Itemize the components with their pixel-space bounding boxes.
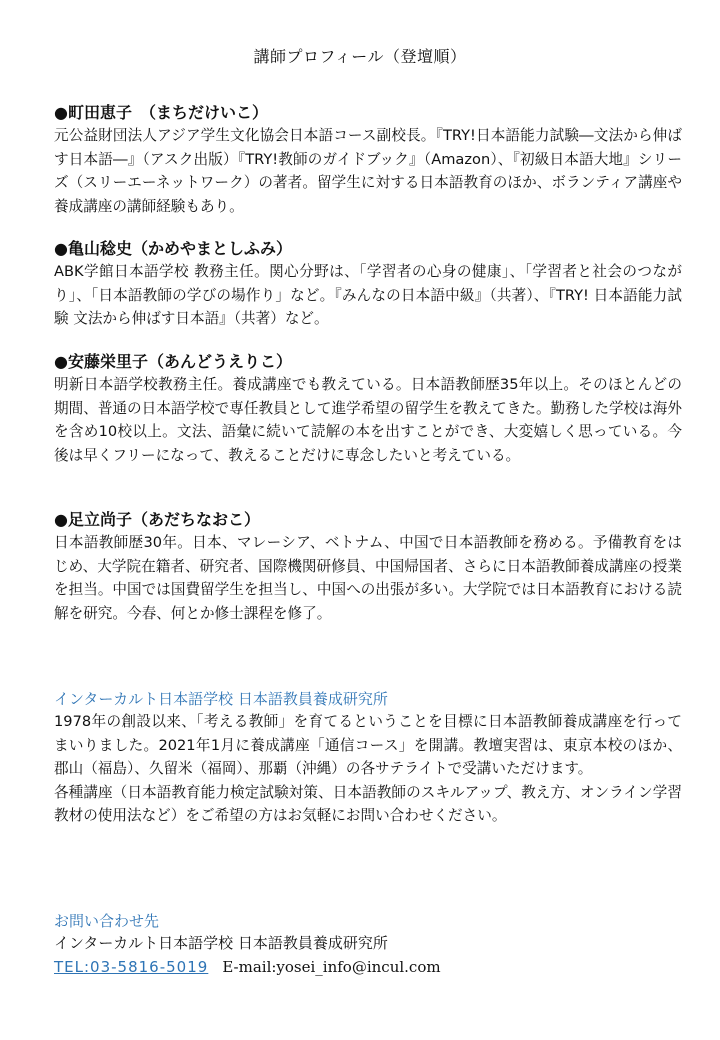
profile-machida: [54, 102, 682, 218]
profile-kameyama: [54, 238, 682, 331]
contact-section: [54, 910, 682, 979]
tel-link[interactable]: TEL:03-5816-5019: [54, 958, 209, 976]
profile-name: ●足立尚子（あだちなおこ）: [54, 510, 260, 529]
contact-line: [54, 955, 682, 979]
profile-name: ●安藤栄里子（あんどうえりこ）: [54, 352, 292, 371]
school-heading: インターカルト日本語学校 日本語教員養成研究所: [54, 690, 388, 708]
school-paragraph: 各種講座（日本語教育能力検定試験対策、日本語教師のスキルアップ、教え方、オンライン学習教材の使用法など）をご希望の方はお気軽にお問い合わせください。: [54, 783, 682, 825]
profile-name: ●亀山稔史（かめやまとしふみ）: [54, 239, 292, 258]
school-description: [54, 710, 682, 828]
profile-ando: [54, 351, 682, 467]
school-section: [54, 688, 682, 828]
profile-bio: 日本語教師歴30年。日本、マレーシア、ベトナム、中国で日本語教師を務める。予備教育をはじめ、大学院在籍者、研究者、国際機関研修員、中国帰国者、さらに日本語教師養成講座の授業を担当。中国では国費留学生を担当し、中国への出張が多い。大学院では日本語教育における読解を研究。今春、何とか修士課程を修了。: [54, 534, 682, 622]
email-text: E-mail:yosei_info@incul.com: [222, 958, 441, 976]
profile-bio: 元公益財団法人アジア学生文化協会日本語コース副校長。『TRY!日本語能力試験―文法から伸ばす日本語―』（アスク出版）『TRY!教師のガイドブック』（Amazon）、『初級日本語大地』シリーズ（スリーエーネットワーク）の著者。留学生に対する日本語教育のほか、ボランティア講座や養成講座の講師経験もあり。: [54, 127, 682, 215]
profile-adachi: [54, 509, 682, 625]
page-title: 講師プロフィール（登壇順）: [253, 47, 467, 66]
contact-heading: お問い合わせ先: [54, 912, 160, 930]
school-paragraph: 1978年の創設以来、「考える教師」を育てるということを目標に日本語教師養成講座を行ってまいりました。2021年1月に養成講座「通信コース」を開講。教壇実習は、東京本校のほか、郡山（福島）、久留米（福岡）、那覇（沖縄）の各サテライトで受講いただけます。: [54, 713, 682, 778]
profile-bio: ABK学館日本語学校 教務主任。関心分野は、「学習者の心身の健康」、「学習者と社会のつながり」、「日本語教師の学びの場作り」など。『みんなの日本語中級』（共著）、『TRY! 日本語能力試験 文法から伸ばす日本語』（共著）など。: [54, 263, 682, 328]
contact-organization: インターカルト日本語学校 日本語教員養成研究所: [54, 934, 388, 952]
profile-bio: 明新日本語学校教務主任。養成講座でも教えている。日本語教師歴35年以上。そのほとんどの期間、普通の日本語学校で専任教員として進学希望の留学生を教えてきた。勤務した学校は海外を含め10校以上。文法、語彙に続いて読解の本を出すことができ、大変嬉しく思っている。今後は早くフリーになって、教えることだけに専念したいと考えている。: [54, 376, 682, 464]
profile-name: ●町田恵子 （まちだけいこ）: [54, 103, 268, 122]
